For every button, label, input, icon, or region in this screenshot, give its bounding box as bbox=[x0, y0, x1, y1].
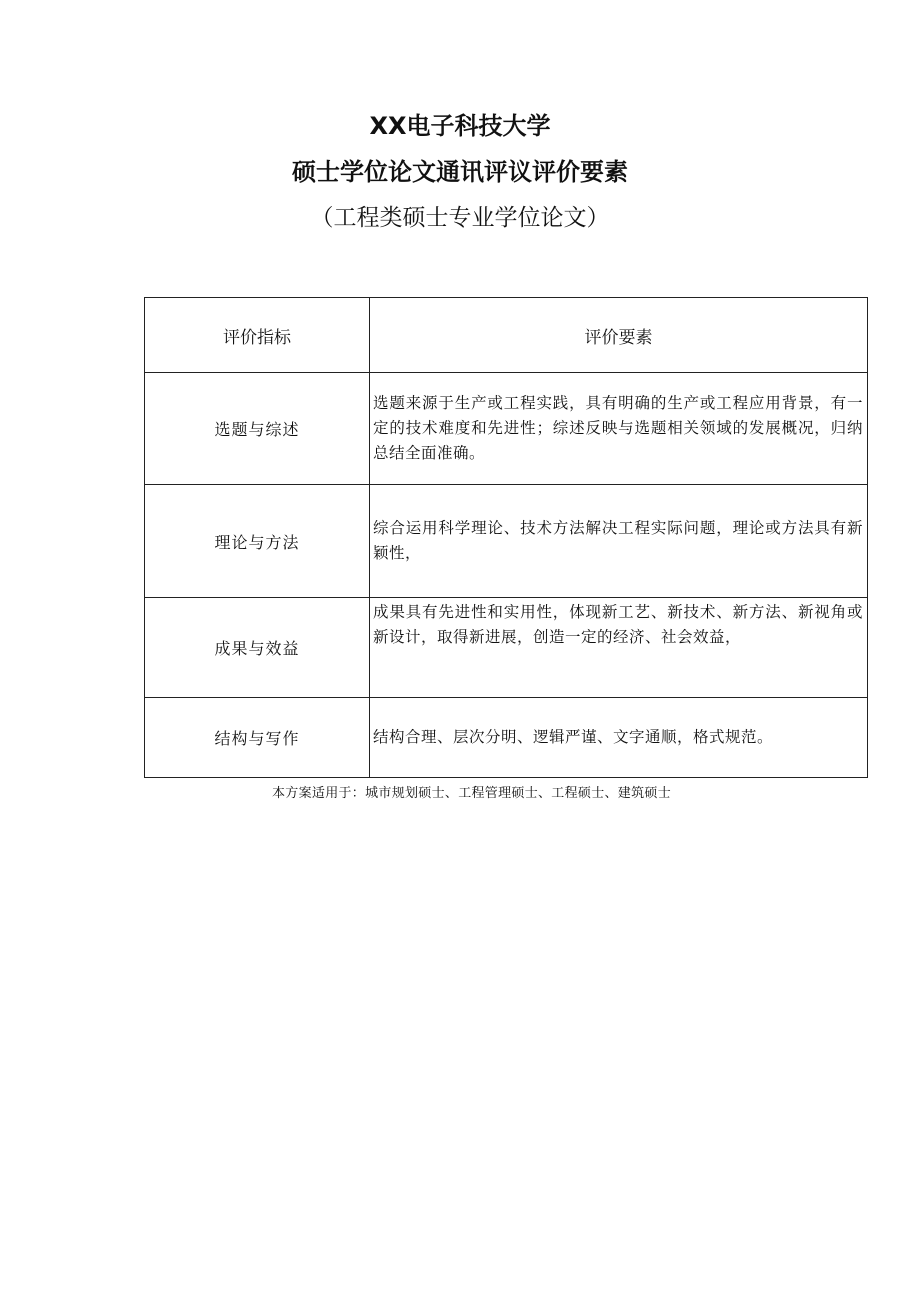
elements-cell: 综合运用科学理论、技术方法解决工程实际问题，理论或方法具有新颖性， bbox=[370, 485, 868, 598]
column-header-indicator: 评价指标 bbox=[145, 298, 370, 373]
evaluation-table bbox=[144, 297, 868, 778]
table-row bbox=[145, 485, 868, 598]
document-subtitle: （工程类硕士专业学位论文） bbox=[310, 205, 610, 231]
elements-cell: 成果具有先进性和实用性，体现新工艺、新技术、新方法、新视角或新设计，取得新进展，创造一定的经济、社会效益， bbox=[370, 598, 868, 698]
indicator-cell: 选题与综述 bbox=[145, 373, 370, 485]
indicator-cell: 结构与写作 bbox=[145, 698, 370, 778]
column-header-elements: 评价要素 bbox=[370, 298, 868, 373]
document-title: 硕士学位论文通讯评议评价要素 bbox=[292, 158, 628, 186]
table-row bbox=[145, 373, 868, 485]
table-header-row bbox=[145, 298, 868, 373]
applicability-footnote: 本方案适用于：城市规划硕士、工程管理硕士、工程硕士、建筑硕士 bbox=[272, 786, 672, 801]
table-row bbox=[145, 698, 868, 778]
university-name: XX电子科技大学 bbox=[369, 112, 551, 140]
table-row bbox=[145, 598, 868, 698]
elements-cell: 结构合理、层次分明、逻辑严谨、文字通顺，格式规范。 bbox=[370, 698, 868, 778]
indicator-cell: 成果与效益 bbox=[145, 598, 370, 698]
indicator-cell: 理论与方法 bbox=[145, 485, 370, 598]
document-title-block bbox=[0, 112, 920, 232]
elements-cell: 选题来源于生产或工程实践，具有明确的生产或工程应用背景，有一定的技术难度和先进性；综述反映与选题相关领域的发展概况，归纳总结全面准确。 bbox=[370, 373, 868, 485]
